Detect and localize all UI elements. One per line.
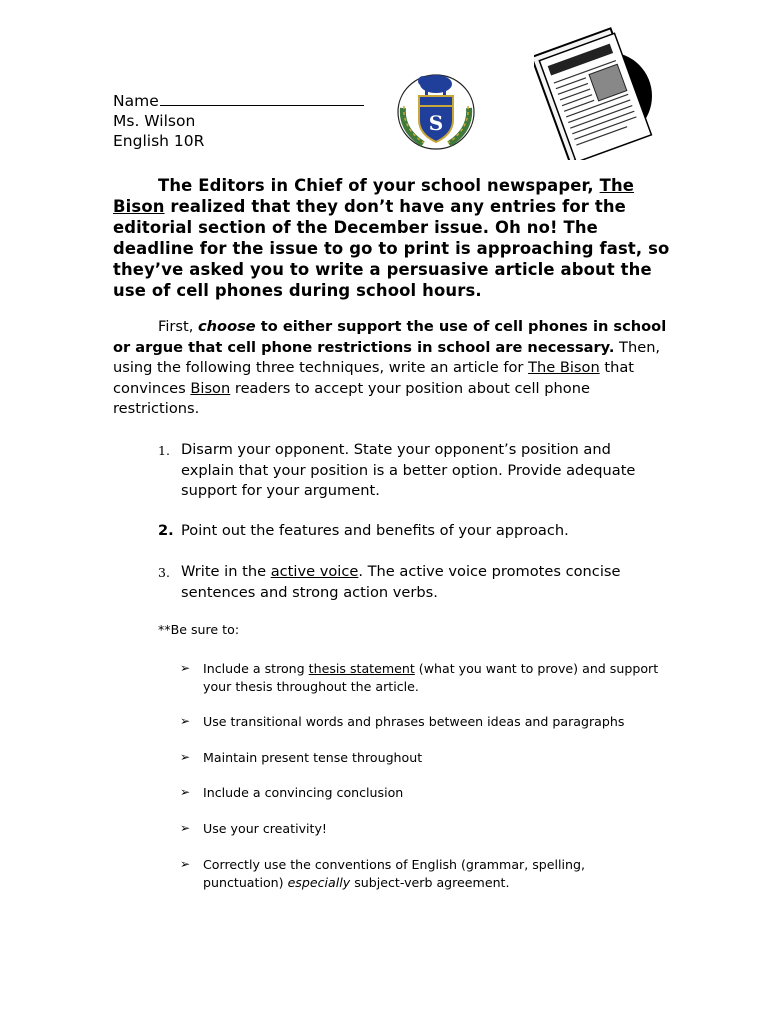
student-header bbox=[113, 91, 364, 151]
checklist-text bbox=[203, 856, 660, 891]
thesis-statement-term: thesis statement bbox=[308, 661, 415, 676]
b6-emphasis: especially bbox=[287, 874, 351, 890]
crest-letter: S bbox=[428, 111, 444, 135]
technique-text bbox=[181, 562, 658, 603]
instr-first: First, bbox=[158, 318, 198, 335]
be-sure-heading: **Be sure to: bbox=[158, 622, 240, 637]
checklist-text bbox=[203, 660, 660, 695]
arrow-bullet-icon: ➢ bbox=[180, 661, 191, 675]
technique-text: Disarm your opponent. State your opponent’s position and explain that your position is a better option. Provide adequate support for your argument. bbox=[181, 441, 636, 499]
intro-paper-name: The Bison bbox=[113, 176, 635, 216]
school-crest-logo bbox=[395, 68, 477, 150]
instr-then: Then, using the following three techniques, write an article for bbox=[113, 338, 661, 376]
arrow-bullet-icon: ➢ bbox=[180, 750, 191, 764]
technique-3-pre: Write in the bbox=[181, 563, 271, 580]
checklist-text: Use transitional words and phrases between ideas and paragraphs bbox=[203, 714, 625, 729]
technique-3 bbox=[158, 562, 658, 603]
checklist-item bbox=[180, 749, 660, 767]
technique-text: Point out the features and benefits of your approach. bbox=[181, 522, 569, 539]
checklist-item bbox=[180, 713, 660, 731]
intro-text-1: The Editors in Chief of your school newspaper, bbox=[158, 176, 594, 195]
instr-bison: Bison bbox=[190, 379, 231, 397]
checklist-item bbox=[180, 784, 660, 802]
arrow-bullet-icon: ➢ bbox=[180, 857, 191, 871]
instructions-paragraph bbox=[113, 317, 673, 420]
arrow-bullet-icon: ➢ bbox=[180, 821, 191, 835]
instr-choose: choose bbox=[198, 318, 256, 335]
name-label: Name bbox=[113, 92, 159, 110]
intro-text-2: realized that they don’t have any entries for the editorial section of the December issue. Oh no! The deadline for the issue to go to print is approaching fast, so they’ve asked you to write a persuasive article about the use of cell phones during school hours. bbox=[113, 197, 670, 300]
teacher-name: Ms. Wilson bbox=[113, 112, 196, 130]
technique-3-post: . The active voice promotes concise sentences and strong action verbs. bbox=[181, 563, 621, 601]
instr-paper-name: The Bison bbox=[528, 359, 600, 376]
instr-bold-rest: to either support the use of cell phones in school or argue that cell phone restrictions in school are necessary. bbox=[113, 318, 667, 356]
b1-post: (what you want to prove) and support your thesis throughout the article. bbox=[203, 661, 659, 694]
technique-2 bbox=[158, 521, 658, 542]
checklist-text: Maintain present tense throughout bbox=[203, 750, 423, 765]
checklist-text: Use your creativity! bbox=[203, 821, 327, 836]
technique-number: 1. bbox=[158, 443, 170, 458]
course-name: English 10R bbox=[113, 132, 205, 150]
arrow-bullet-icon: ➢ bbox=[180, 714, 191, 728]
b1-pre: Include a strong bbox=[203, 661, 309, 676]
technique-1 bbox=[158, 440, 658, 502]
checklist-item bbox=[180, 820, 660, 838]
b6-pre: Correctly use the conventions of English (grammar, spelling, punctuation) bbox=[203, 857, 586, 890]
name-blank bbox=[160, 91, 364, 106]
instr-mid: that convinces bbox=[113, 359, 634, 397]
newspaper-icon bbox=[534, 24, 656, 160]
technique-number: 3. bbox=[158, 565, 170, 580]
name-line bbox=[113, 91, 364, 111]
checklist-text: Include a convincing conclusion bbox=[203, 785, 404, 800]
intro-paragraph bbox=[113, 175, 673, 301]
b6-post: subject-verb agreement. bbox=[350, 874, 510, 890]
active-voice-term: active voice bbox=[270, 563, 359, 580]
technique-number: 2. bbox=[158, 522, 174, 539]
checklist-item bbox=[180, 856, 660, 891]
checklist-item bbox=[180, 660, 660, 695]
instr-end: readers to accept your position about cell phone restrictions. bbox=[113, 379, 590, 417]
arrow-bullet-icon: ➢ bbox=[180, 785, 191, 799]
